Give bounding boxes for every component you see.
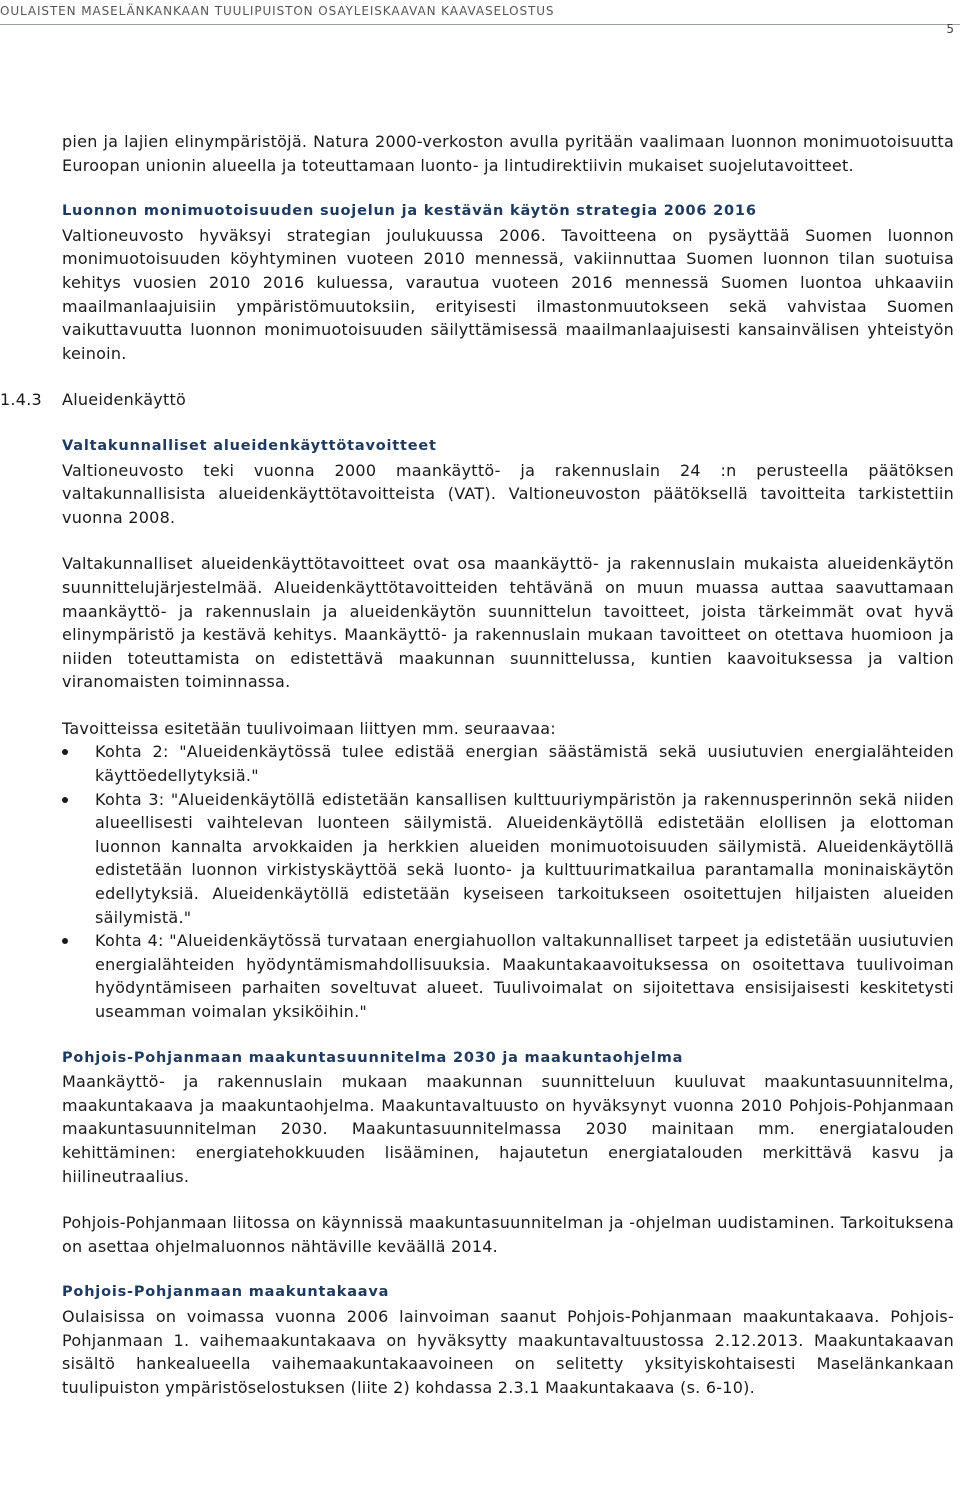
regional-plan-paragraph-2: Pohjois-Pohjanmaan liitossa on käynnissä maakuntasuunnitelman ja -ohjelman uudistaminen. Tarkoituksena on asettaa ohjelmaluonnos nähtäville keväällä 2014. [62, 1213, 954, 1256]
list-item-text: Kohta 3: "Alueidenkäytöllä edistetään kansallisen kulttuuriympäristön ja rakennusperinnön sekä niiden alueellisesti vaihtelevan luonteen säilymistä. Alueidenkäytöllä edistetään elollisen ja elottoman luonnon kannalta arvokkaiden ja herkkien alueiden monimuotoisuuden säilymistä. Alueidenkäytöllä edistetään luonnon virkistyskäyttöä sekä luonto- ja kulttuurimatkailua parantamalla moninaiskäytön edellytyksiä. Alueidenkäytöllä edistetään kyseiseen tarkoitukseen osoitettujen hiljaisten alueiden säilymistä." [95, 789, 954, 927]
list-item-text: Kohta 4: "Alueidenkäytössä turvataan energiahuollon valtakunnalliset tarpeet ja edistetään uusiutuvien energialähteiden hyödyntämismahdollisuuksia. Maakuntakaavoituksessa on osoitettava tuulivoiman hyödyntämiseen parhaiten soveltuvat alueet. Tuulivoimalat on sijoitettava ensisijaisesti keskitetysti useamman voimalan yksiköihin." [95, 931, 954, 1021]
regional-plan-paragraph-1: Maankäyttö- ja rakennuslain mukaan maakunnan suunnitteluun kuuluvat maakuntasuunnitelma, maakuntakaava ja maakuntaohjelma. Maakuntavaltuusto on hyväksynyt vuonna 2010 Pohjois-Pohjanmaan maakuntasuunnitelman 2030. Maakuntasuunnitelmassa 2030 mainitaan mm. energiatalouden kehittäminen: energiatehokkuuden lisääminen, hajautetun energiatalouden merkittävä kasvu ja hiilineutraalius. [62, 1072, 954, 1186]
vat-bullet-list [62, 740, 954, 1023]
biodiversity-strategy-heading: Luonnon monimuotoisuuden suojelun ja kestävän käytön strategia 2006 2016 [62, 203, 757, 220]
section-heading [0, 388, 954, 412]
regional-plan-heading: Pohjois-Pohjanmaan maakuntasuunnitelma 2030 ja maakuntaohjelma [62, 1049, 684, 1066]
running-header [0, 0, 960, 25]
list-item [62, 788, 954, 930]
document-body [0, 130, 954, 1399]
intro-paragraph: pien ja lajien elinympäristöjä. Natura 2000-verkoston avulla pyritään vaalimaan luonnon monimuotoisuutta Euroopan unionin alueella ja toteuttamaan luonto- ja lintudirektiivin mukaiset suojelutavoitteet. [62, 132, 954, 175]
biodiversity-strategy-paragraph: Valtioneuvosto hyväksyi strategian joulukuussa 2006. Tavoitteena on pysäyttää Suomen luonnon monimuotoisuuden köyhtyminen vuoteen 2010 mennessä, vakiinnuttaa Suomen luonnon tilan suotuisa kehitys vuosien 2010 2016 kuluessa, varautua vuoteen 2016 mennessä Suomen luontoa uhkaaviin maailmanlaajuisiin ympäristömuutoksiin, erityisesti ilmastonmuutokseen sekä vahvistaa Suomen vaikuttavuutta luonnon monimuotoisuuden säilyttämisessä maailmanlaajuisesti kansainvälisen yhteistyön keinoin. [62, 225, 954, 363]
bullet-icon [62, 797, 68, 803]
vat-list-intro: Tavoitteissa esitetään tuulivoimaan liittyen mm. seuraavaa: [62, 718, 556, 738]
section-title: Alueidenkäyttö [62, 390, 187, 410]
list-item [62, 740, 954, 787]
document-title: OULAISTEN MASELÄNKANKAAN TUULIPUISTON OSAYLEISKAAVAN KAAVASELOSTUS [0, 4, 555, 18]
vat-paragraph-2: Valtakunnalliset alueidenkäyttötavoitteet ovat osa maankäyttö- ja rakennuslain mukaista alueidenkäytön suunnittelujärjestelmää. Alueidenkäyttötavoitteiden tehtävänä on muun muassa auttaa saavuttamaan maankäyttö- ja rakennuslain ja alueidenkäytön suunnittelun tavoitteet, joista tärkeimmät ovat hyvä elinympäristö ja kestävä kehitys. Maankäyttö- ja rakennuslain mukaan tavoitteet on otettava huomioon ja niiden toteuttamista on edistettävä maakunnan suunnittelussa, kuntien kaavoituksessa ja valtion viranomaisten toiminnassa. [62, 554, 954, 692]
vat-heading: Valtakunnalliset alueidenkäyttötavoitteet [62, 437, 437, 454]
list-item-text: Kohta 2: "Alueidenkäytössä tulee edistää energian säästämistä sekä uusiutuvien energialähteiden käyttöedellytyksiä." [95, 742, 954, 786]
section-number: 1.4.3 [0, 390, 42, 410]
bullet-icon [62, 938, 68, 944]
page-number: 5 [946, 22, 954, 36]
vat-paragraph-1: Valtioneuvosto teki vuonna 2000 maankäyttö- ja rakennuslain 24 :n perusteella päätöksen valtakunnallisista alueidenkäyttötavoitteista (VAT). Valtioneuvoston päätöksellä tavoitteita tarkistettiin vuonna 2008. [62, 460, 954, 527]
regional-land-use-plan-heading: Pohjois-Pohjanmaan maakuntakaava [62, 1284, 390, 1301]
list-item [62, 929, 954, 1023]
regional-land-use-plan-paragraph: Oulaisissa on voimassa vuonna 2006 lainvoiman saanut Pohjois-Pohjanmaan maakuntakaava. Pohjois-Pohjanmaan 1. vaihemaakuntakaava on hyväksytty maakuntavaltuustossa 2.12.2013. Maakuntakaavan sisältö hankealueella vaihemaakuntakaavoineen on selitetty yksityiskohtaisesti Maselänkankaan tuulipuiston ympäristöselostuksen (liite 2) kohdassa 2.3.1 Maakuntakaava (s. 6-10). [62, 1306, 954, 1397]
bullet-icon [62, 749, 68, 755]
